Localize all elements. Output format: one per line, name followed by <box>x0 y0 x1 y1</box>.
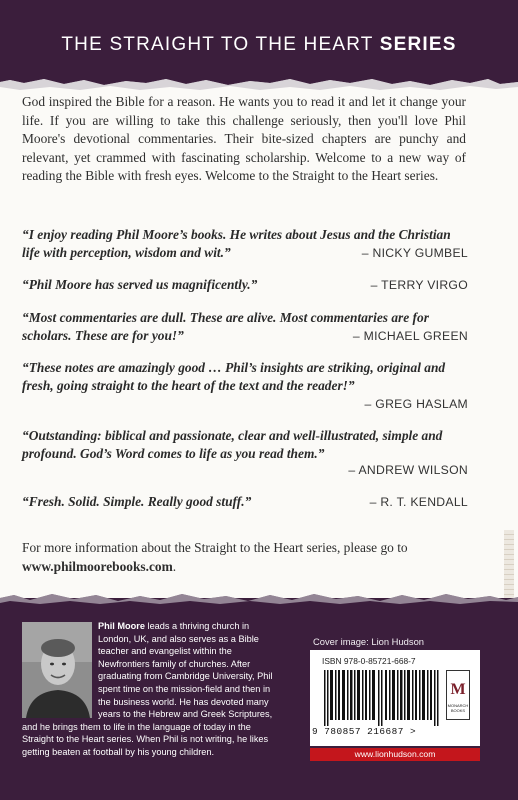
cover-credit: Cover image: Lion Hudson <box>313 636 424 647</box>
endorsement-author: – NICKY GUMBEL <box>361 246 468 260</box>
more-info: For more information about the Straight to the Heart series, please go to www.philmoorebooks.com. <box>22 540 408 574</box>
endorsement-text: “Phil Moore has served us magnificently.” <box>22 277 258 292</box>
series-title: THE STRAIGHT TO THE HEART SERIES <box>61 34 457 55</box>
endorsement <box>22 276 468 294</box>
endorsement-text: “These notes are amazingly good … Phil’s insights are striking, original and fresh, going straight to the heart of the text and the reader!” <box>22 360 446 393</box>
publisher-logo: M MONARCH BOOKS <box>446 670 470 720</box>
endorsement-author: – MICHAEL GREEN <box>352 329 468 343</box>
barcode-icon <box>324 670 442 726</box>
endorsement-author: – TERRY VIRGO <box>370 278 468 292</box>
endorsement <box>22 359 468 411</box>
endorsement-text: “I enjoy reading Phil Moore’s books. He writes about Jesus and the Christian life with perception, wisdom and wit.” <box>22 227 451 260</box>
series-blurb: God inspired the Bible for a reason. He wants you to read it and let it change your life. If you are willing to take this challenge seriously, then you'll love Phil Moore's devotional commentaries. Their bite-sized chapters are punchy and relevant, yet crammed with fascinating scholarship. Welcome to a new way of reading the Bible with fresh eyes. Welcome to the Straight to the Heart series. <box>22 94 466 184</box>
endorsement-author: – ANDREW WILSON <box>348 463 468 477</box>
website-link[interactable]: www.philmoorebooks.com <box>22 559 173 574</box>
author-bio: Phil Moore leads a thriving church in London, UK, and also serves as a Bible teacher and evangelist within the Newfrontiers family of churches. After graduating from Cambridge University, Phil spent time on the mission-field and then in the business world. He has devoted many years to the Hebrew and Greek Scriptures, and he brings them to life in the language of today in the Straight to the Heart series. When Phil is not writing, he likes getting beaten at football by his young children. <box>22 621 273 757</box>
endorsement-author: – R. T. KENDALL <box>369 495 468 509</box>
publisher-url-strip <box>310 748 480 761</box>
endorsement-text: “Outstanding: biblical and passionate, clear and well-illustrated, simple and profound. God’s Word comes to life as you read them.” <box>22 428 443 461</box>
endorsement-author: – GREG HASLAM <box>364 397 468 411</box>
publisher-url[interactable]: www.lionhudson.com <box>354 749 436 759</box>
author-name: Phil Moore <box>98 621 145 631</box>
barcode-number: 9 780857 216687 > <box>312 726 417 737</box>
endorsement <box>22 309 468 345</box>
isbn: ISBN 978-0-85721-668-7 <box>322 656 416 666</box>
endorsement <box>22 427 468 477</box>
endorsement-text: “Fresh. Solid. Simple. Really good stuff.” <box>22 494 252 509</box>
barcode-box <box>310 650 480 746</box>
endorsement-text: “Most commentaries are dull. These are alive. Most commentaries are for scholars. These are for you!” <box>22 310 429 343</box>
torn-edge-bottom <box>0 578 518 612</box>
endorsement <box>22 493 468 511</box>
endorsement <box>22 226 468 262</box>
